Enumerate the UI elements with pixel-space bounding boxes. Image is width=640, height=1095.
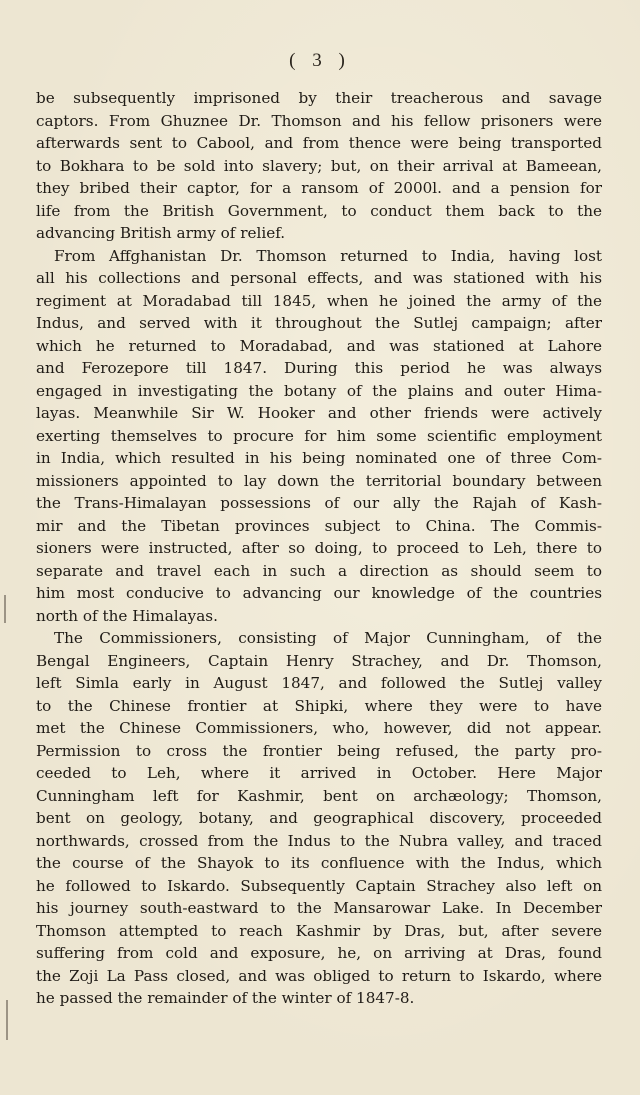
- margin-mark: [6, 1000, 8, 1040]
- text-line: in India, which resulted in his being nominated one of three Com-: [36, 449, 602, 467]
- text-line: Indus, and served with it throughout the Sutlej campaign; after: [36, 314, 602, 332]
- text-line: left Simla early in August 1847, and followed the Sutlej valley: [36, 674, 602, 692]
- text-line: Permission to cross the frontier being refused, the party pro-: [36, 741, 602, 760]
- text-line: regiment at Moradabad till 1845, when he joined the army of the: [36, 291, 602, 310]
- text-line: north of the Himalayas.: [36, 606, 218, 625]
- text-line: he passed the remainder of the winter of 1847-8.: [36, 989, 415, 1007]
- text-line: From Affghanistan Dr. Thomson returned to India, having lost: [54, 246, 602, 265]
- text-line: Cunningham left for Kashmir, bent on archæology; Thomson,: [36, 786, 602, 805]
- text-line: all his collections and personal effects, and was stationed with his: [36, 269, 602, 287]
- text-line: exerting themselves to procure for him some scientific employment: [36, 426, 602, 445]
- text-line: the Zoji La Pass closed, and was obliged to return to Iskardo, where: [36, 966, 602, 985]
- text-line: suffering from cold and exposure, he, on arriving at Dras, found: [36, 944, 602, 962]
- text-line: layas. Meanwhile Sir W. Hooker and other friends were actively: [36, 404, 602, 422]
- text-line: him most conducive to advancing our knowledge of the countries: [36, 584, 602, 602]
- paragraph-3: [36, 627, 602, 1010]
- text-line: the Trans-Himalayan possessions of our ally the Rajah of Kash-: [36, 494, 602, 512]
- page-number: ( 3 ): [289, 50, 351, 71]
- text-line: which he returned to Moradabad, and was stationed at Lahore: [36, 336, 602, 355]
- text-line: they bribed their captor, for a ransom of 2000l. and a pension for: [36, 179, 602, 197]
- text-line: to the Chinese frontier at Shipki, where they were to have: [36, 696, 602, 715]
- text-line: bent on geology, botany, and geographical discovery, proceeded: [36, 809, 602, 827]
- text-line: advancing British army of relief.: [36, 224, 286, 242]
- text-line: met the Chinese Commissioners, who, however, did not appear.: [36, 719, 602, 737]
- text-line: he followed to Iskardo. Subsequently Captain Strachey also left on: [36, 876, 602, 895]
- text-line: missioners appointed to lay down the territorial boundary between: [36, 471, 602, 490]
- text-line: his journey south-eastward to the Mansarowar Lake. In December: [36, 899, 602, 917]
- text-line: afterwards sent to Cabool, and from thence were being transported: [36, 134, 602, 152]
- text-line: to Bokhara to be sold into slavery; but, on their arrival at Bameean,: [36, 156, 602, 175]
- text-line: be subsequently imprisoned by their treacherous and savage: [36, 89, 602, 107]
- body-text: [36, 87, 602, 1010]
- text-line: ceeded to Leh, where it arrived in October. Here Major: [36, 764, 602, 782]
- text-line: northwards, crossed from the Indus to the Nubra valley, and traced: [36, 831, 602, 850]
- text-line: and Ferozepore till 1847. During this period he was always: [36, 359, 602, 377]
- margin-mark: [4, 595, 6, 623]
- text-line: captors. From Ghuznee Dr. Thomson and his fellow prisoners were: [36, 111, 602, 130]
- paragraph-2: [36, 245, 602, 628]
- text-line: separate and travel each in such a direction as should seem to: [36, 561, 602, 580]
- text-line: mir and the Tibetan provinces subject to China. The Commis-: [36, 516, 602, 535]
- text-line: Thomson attempted to reach Kashmir by Dras, but, after severe: [36, 921, 602, 940]
- paragraph-1: [36, 87, 602, 245]
- text-line: engaged in investigating the botany of the plains and outer Hima-: [36, 381, 602, 400]
- text-line: sioners were instructed, after so doing, to proceed to Leh, there to: [36, 539, 602, 557]
- text-line: The Commissioners, consisting of Major Cunningham, of the: [54, 629, 602, 647]
- text-line: life from the British Government, to conduct them back to the: [36, 201, 602, 220]
- text-line: Bengal Engineers, Captain Henry Strachey, and Dr. Thomson,: [36, 651, 602, 670]
- text-line: the course of the Shayok to its confluence with the Indus, which: [36, 854, 602, 872]
